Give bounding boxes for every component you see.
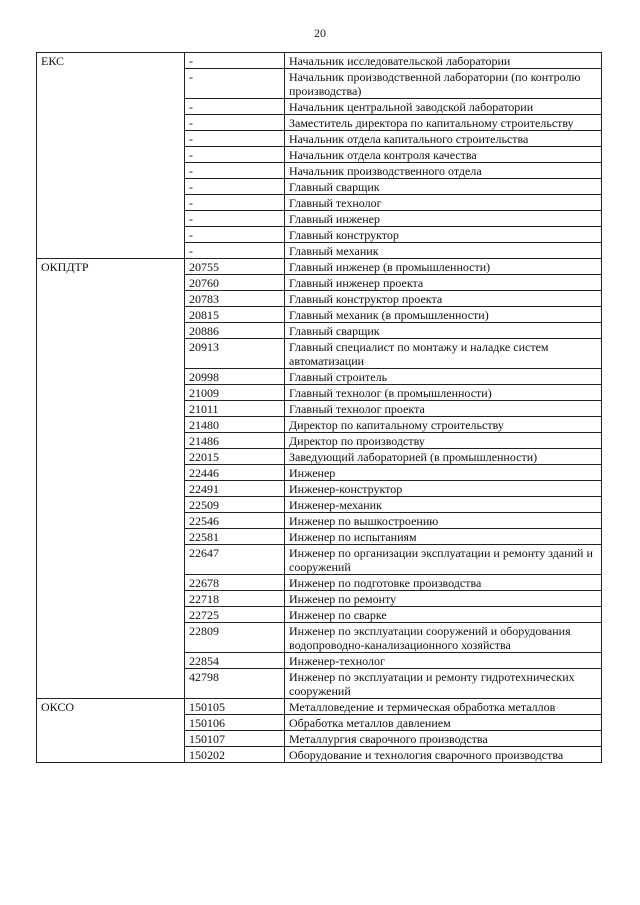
- code-cell: 21011: [185, 401, 285, 417]
- title-cell: Главный механик (в промышленности): [285, 307, 602, 323]
- code-cell: 20783: [185, 291, 285, 307]
- title-cell: Оборудование и технология сварочного производства: [285, 747, 602, 763]
- code-cell: 22809: [185, 623, 285, 653]
- title-cell: Начальник отдела контроля качества: [285, 147, 602, 163]
- title-cell: Главный конструктор: [285, 227, 602, 243]
- code-cell: 20998: [185, 369, 285, 385]
- code-cell: 22718: [185, 591, 285, 607]
- code-cell: 20913: [185, 339, 285, 369]
- code-cell: 22647: [185, 545, 285, 575]
- code-cell: -: [185, 115, 285, 131]
- title-cell: Главный сварщик: [285, 179, 602, 195]
- title-cell: Инженер по испытаниям: [285, 529, 602, 545]
- title-cell: Начальник отдела капитального строительства: [285, 131, 602, 147]
- code-cell: -: [185, 131, 285, 147]
- code-cell: 21009: [185, 385, 285, 401]
- title-cell: Металлургия сварочного производства: [285, 731, 602, 747]
- title-cell: Обработка металлов давлением: [285, 715, 602, 731]
- title-cell: Начальник исследовательской лаборатории: [285, 53, 602, 69]
- title-cell: Инженер по организации эксплуатации и ремонту зданий и сооружений: [285, 545, 602, 575]
- code-cell: 22678: [185, 575, 285, 591]
- code-cell: 22491: [185, 481, 285, 497]
- code-cell: 150202: [185, 747, 285, 763]
- code-cell: 22546: [185, 513, 285, 529]
- title-cell: Главный технолог проекта: [285, 401, 602, 417]
- code-cell: 22015: [185, 449, 285, 465]
- code-cell: 20886: [185, 323, 285, 339]
- title-cell: Инженер-конструктор: [285, 481, 602, 497]
- code-cell: -: [185, 243, 285, 259]
- page-number: 20: [314, 26, 326, 40]
- code-cell: 22725: [185, 607, 285, 623]
- title-cell: Инженер по ремонту: [285, 591, 602, 607]
- title-cell: Инженер по сварке: [285, 607, 602, 623]
- code-cell: 42798: [185, 669, 285, 699]
- title-cell: Заместитель директора по капитальному строительству: [285, 115, 602, 131]
- code-cell: 22854: [185, 653, 285, 669]
- title-cell: Начальник центральной заводской лаборатории: [285, 99, 602, 115]
- code-cell: 22446: [185, 465, 285, 481]
- code-cell: -: [185, 69, 285, 99]
- table-row: [37, 53, 602, 69]
- code-cell: 21480: [185, 417, 285, 433]
- classifier-name-cell: ЕКС: [37, 53, 185, 259]
- title-cell: Главный технолог: [285, 195, 602, 211]
- title-cell: Инженер-технолог: [285, 653, 602, 669]
- classifier-table: [36, 52, 602, 763]
- code-cell: 21486: [185, 433, 285, 449]
- title-cell: Инженер-механик: [285, 497, 602, 513]
- code-cell: -: [185, 163, 285, 179]
- title-cell: Главный инженер проекта: [285, 275, 602, 291]
- classifier-name-cell: ОКСО: [37, 699, 185, 763]
- code-cell: -: [185, 211, 285, 227]
- title-cell: Инженер по вышкостроению: [285, 513, 602, 529]
- code-cell: 22509: [185, 497, 285, 513]
- code-cell: 150106: [185, 715, 285, 731]
- title-cell: Главный инженер (в промышленности): [285, 259, 602, 275]
- code-cell: 150107: [185, 731, 285, 747]
- title-cell: Начальник производственного отдела: [285, 163, 602, 179]
- title-cell: Инженер: [285, 465, 602, 481]
- code-cell: 20755: [185, 259, 285, 275]
- title-cell: Директор по капитальному строительству: [285, 417, 602, 433]
- title-cell: Заведующий лабораторией (в промышленности): [285, 449, 602, 465]
- title-cell: Металловедение и термическая обработка металлов: [285, 699, 602, 715]
- classifier-table-body: [37, 53, 602, 763]
- title-cell: Директор по производству: [285, 433, 602, 449]
- title-cell: Начальник производственной лаборатории (по контролю производства): [285, 69, 602, 99]
- code-cell: 20760: [185, 275, 285, 291]
- code-cell: 20815: [185, 307, 285, 323]
- classifier-name-cell: ОКПДТР: [37, 259, 185, 699]
- table-row: [37, 259, 602, 275]
- table-row: [37, 699, 602, 715]
- title-cell: Инженер по эксплуатации сооружений и оборудования водопроводно-канализационного хозяйства: [285, 623, 602, 653]
- title-cell: Главный механик: [285, 243, 602, 259]
- title-cell: Инженер по подготовке производства: [285, 575, 602, 591]
- title-cell: Главный технолог (в промышленности): [285, 385, 602, 401]
- code-cell: -: [185, 227, 285, 243]
- code-cell: -: [185, 195, 285, 211]
- code-cell: -: [185, 99, 285, 115]
- code-cell: -: [185, 179, 285, 195]
- title-cell: Инженер по эксплуатации и ремонту гидротехнических сооружений: [285, 669, 602, 699]
- title-cell: Главный инженер: [285, 211, 602, 227]
- code-cell: 150105: [185, 699, 285, 715]
- title-cell: Главный строитель: [285, 369, 602, 385]
- title-cell: Главный конструктор проекта: [285, 291, 602, 307]
- title-cell: Главный сварщик: [285, 323, 602, 339]
- code-cell: -: [185, 147, 285, 163]
- code-cell: 22581: [185, 529, 285, 545]
- code-cell: -: [185, 53, 285, 69]
- title-cell: Главный специалист по монтажу и наладке систем автоматизации: [285, 339, 602, 369]
